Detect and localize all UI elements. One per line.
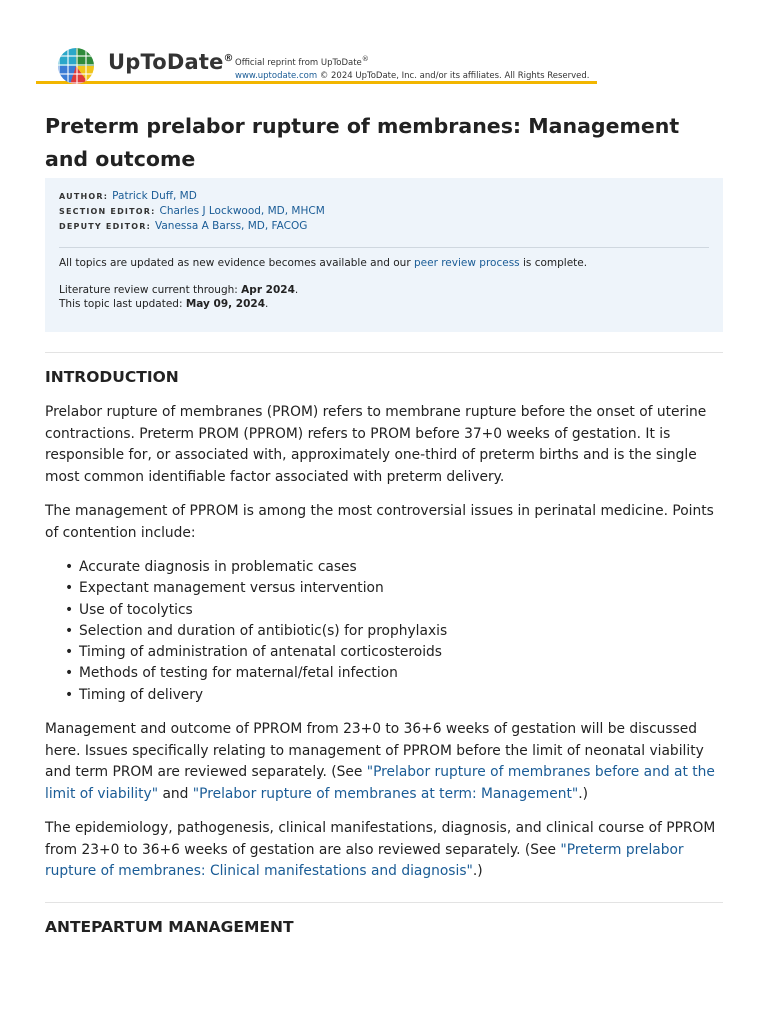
- prom-at-term-link[interactable]: "Prelabor rupture of membranes at term: Management": [192, 785, 579, 802]
- reprint-header: [36, 44, 597, 84]
- list-item: • Timing of delivery: [79, 685, 723, 706]
- author-link[interactable]: Patrick Duff, MD: [112, 190, 197, 202]
- reprint-line: Official reprint from UpToDate: [235, 57, 362, 68]
- topic-info-box: [45, 178, 723, 332]
- last-updated-date: This topic last updated: May 09, 2024.: [59, 298, 269, 310]
- deputy-editor-link[interactable]: Vanessa A Barss, MD, FACOG: [155, 220, 308, 232]
- intro-paragraph-3: Management and outcome of PPROM from 23+0 to 36+6 weeks of gestation will be discussed here. Issues specifically relating to management of PPROM before the limit of neonatal viability and term PROM are reviewed separately. (See "Prelabor rupture of membranes before and at the limit of viability" and "Prelabor rupture of membranes at term: Management".): [45, 721, 715, 802]
- intro-paragraph-4: The epidemiology, pathogenesis, clinical manifestations, diagnosis, and clinical course of PPROM from 23+0 to 36+6 weeks of gestation are also reviewed separately. (See "Preterm prelabor rupture of membranes: Clinical manifestations and diagnosis".): [45, 820, 716, 880]
- author-row: AUTHOR: Patrick Duff, MD: [59, 190, 197, 202]
- contention-list: [45, 557, 723, 706]
- section-editor-link[interactable]: Charles J Lockwood, MD, MHCM: [159, 205, 325, 217]
- list-item: • Expectant management versus intervention: [79, 578, 723, 599]
- uptodate-site-link[interactable]: www.uptodate.com: [235, 70, 318, 81]
- introduction-heading: INTRODUCTION: [45, 368, 179, 386]
- section-editor-row: SECTION EDITOR: Charles J Lockwood, MD, MHCM: [59, 205, 325, 217]
- update-note: All topics are updated as new evidence becomes available and our peer review process is complete.: [59, 257, 588, 269]
- list-item: • Selection and duration of antibiotic(s) for prophylaxis: [79, 621, 723, 642]
- list-item: • Accurate diagnosis in problematic cases: [79, 557, 723, 578]
- uptodate-globe-icon: [58, 48, 94, 84]
- copyright-text: © 2024 UpToDate, Inc. and/or its affiliates. All Rights Reserved.: [317, 70, 590, 81]
- list-item: • Use of tocolytics: [79, 600, 723, 621]
- page-title: Preterm prelabor rupture of membranes: Management and outcome: [45, 114, 680, 171]
- literature-review-date: Literature review current through: Apr 2024.: [59, 284, 299, 296]
- intro-paragraph-2: The management of PPROM is among the most controversial issues in perinatal medicine. Points of contention include:: [45, 503, 714, 541]
- section-divider: [45, 902, 723, 903]
- section-divider: [45, 352, 723, 353]
- deputy-editor-row: DEPUTY EDITOR: Vanessa A Barss, MD, FACOG: [59, 220, 308, 232]
- list-item: • Methods of testing for maternal/fetal infection: [79, 663, 723, 684]
- list-item: • Timing of administration of antenatal corticosteroids: [79, 642, 723, 663]
- intro-paragraph-1: Prelabor rupture of membranes (PROM) refers to membrane rupture before the onset of uterine contractions. Preterm PROM (PPROM) refers to PROM before 37+0 weeks of gestation. It is responsible for, or associated with, approximately one-third of preterm births and is the single most common identifiable factor associated with preterm delivery.: [45, 404, 707, 485]
- divider: [59, 247, 709, 248]
- antepartum-heading: ANTEPARTUM MANAGEMENT: [45, 918, 294, 936]
- uptodate-logo[interactable]: UpToDate®: [108, 50, 234, 74]
- introduction-body: [45, 402, 723, 896]
- limit-of-viability-link[interactable]: "Prelabor rupture of membranes before and at the limit of viability": [45, 764, 715, 802]
- reprint-notice: Official reprint from UpToDate® www.uptodate.com © 2024 UpToDate, Inc. and/or its affiliates. All Rights Reserved.: [235, 54, 590, 81]
- peer-review-link[interactable]: peer review process: [413, 257, 520, 269]
- clinical-manifestations-link[interactable]: "Preterm prelabor rupture of membranes: Clinical manifestations and diagnosis": [45, 841, 684, 880]
